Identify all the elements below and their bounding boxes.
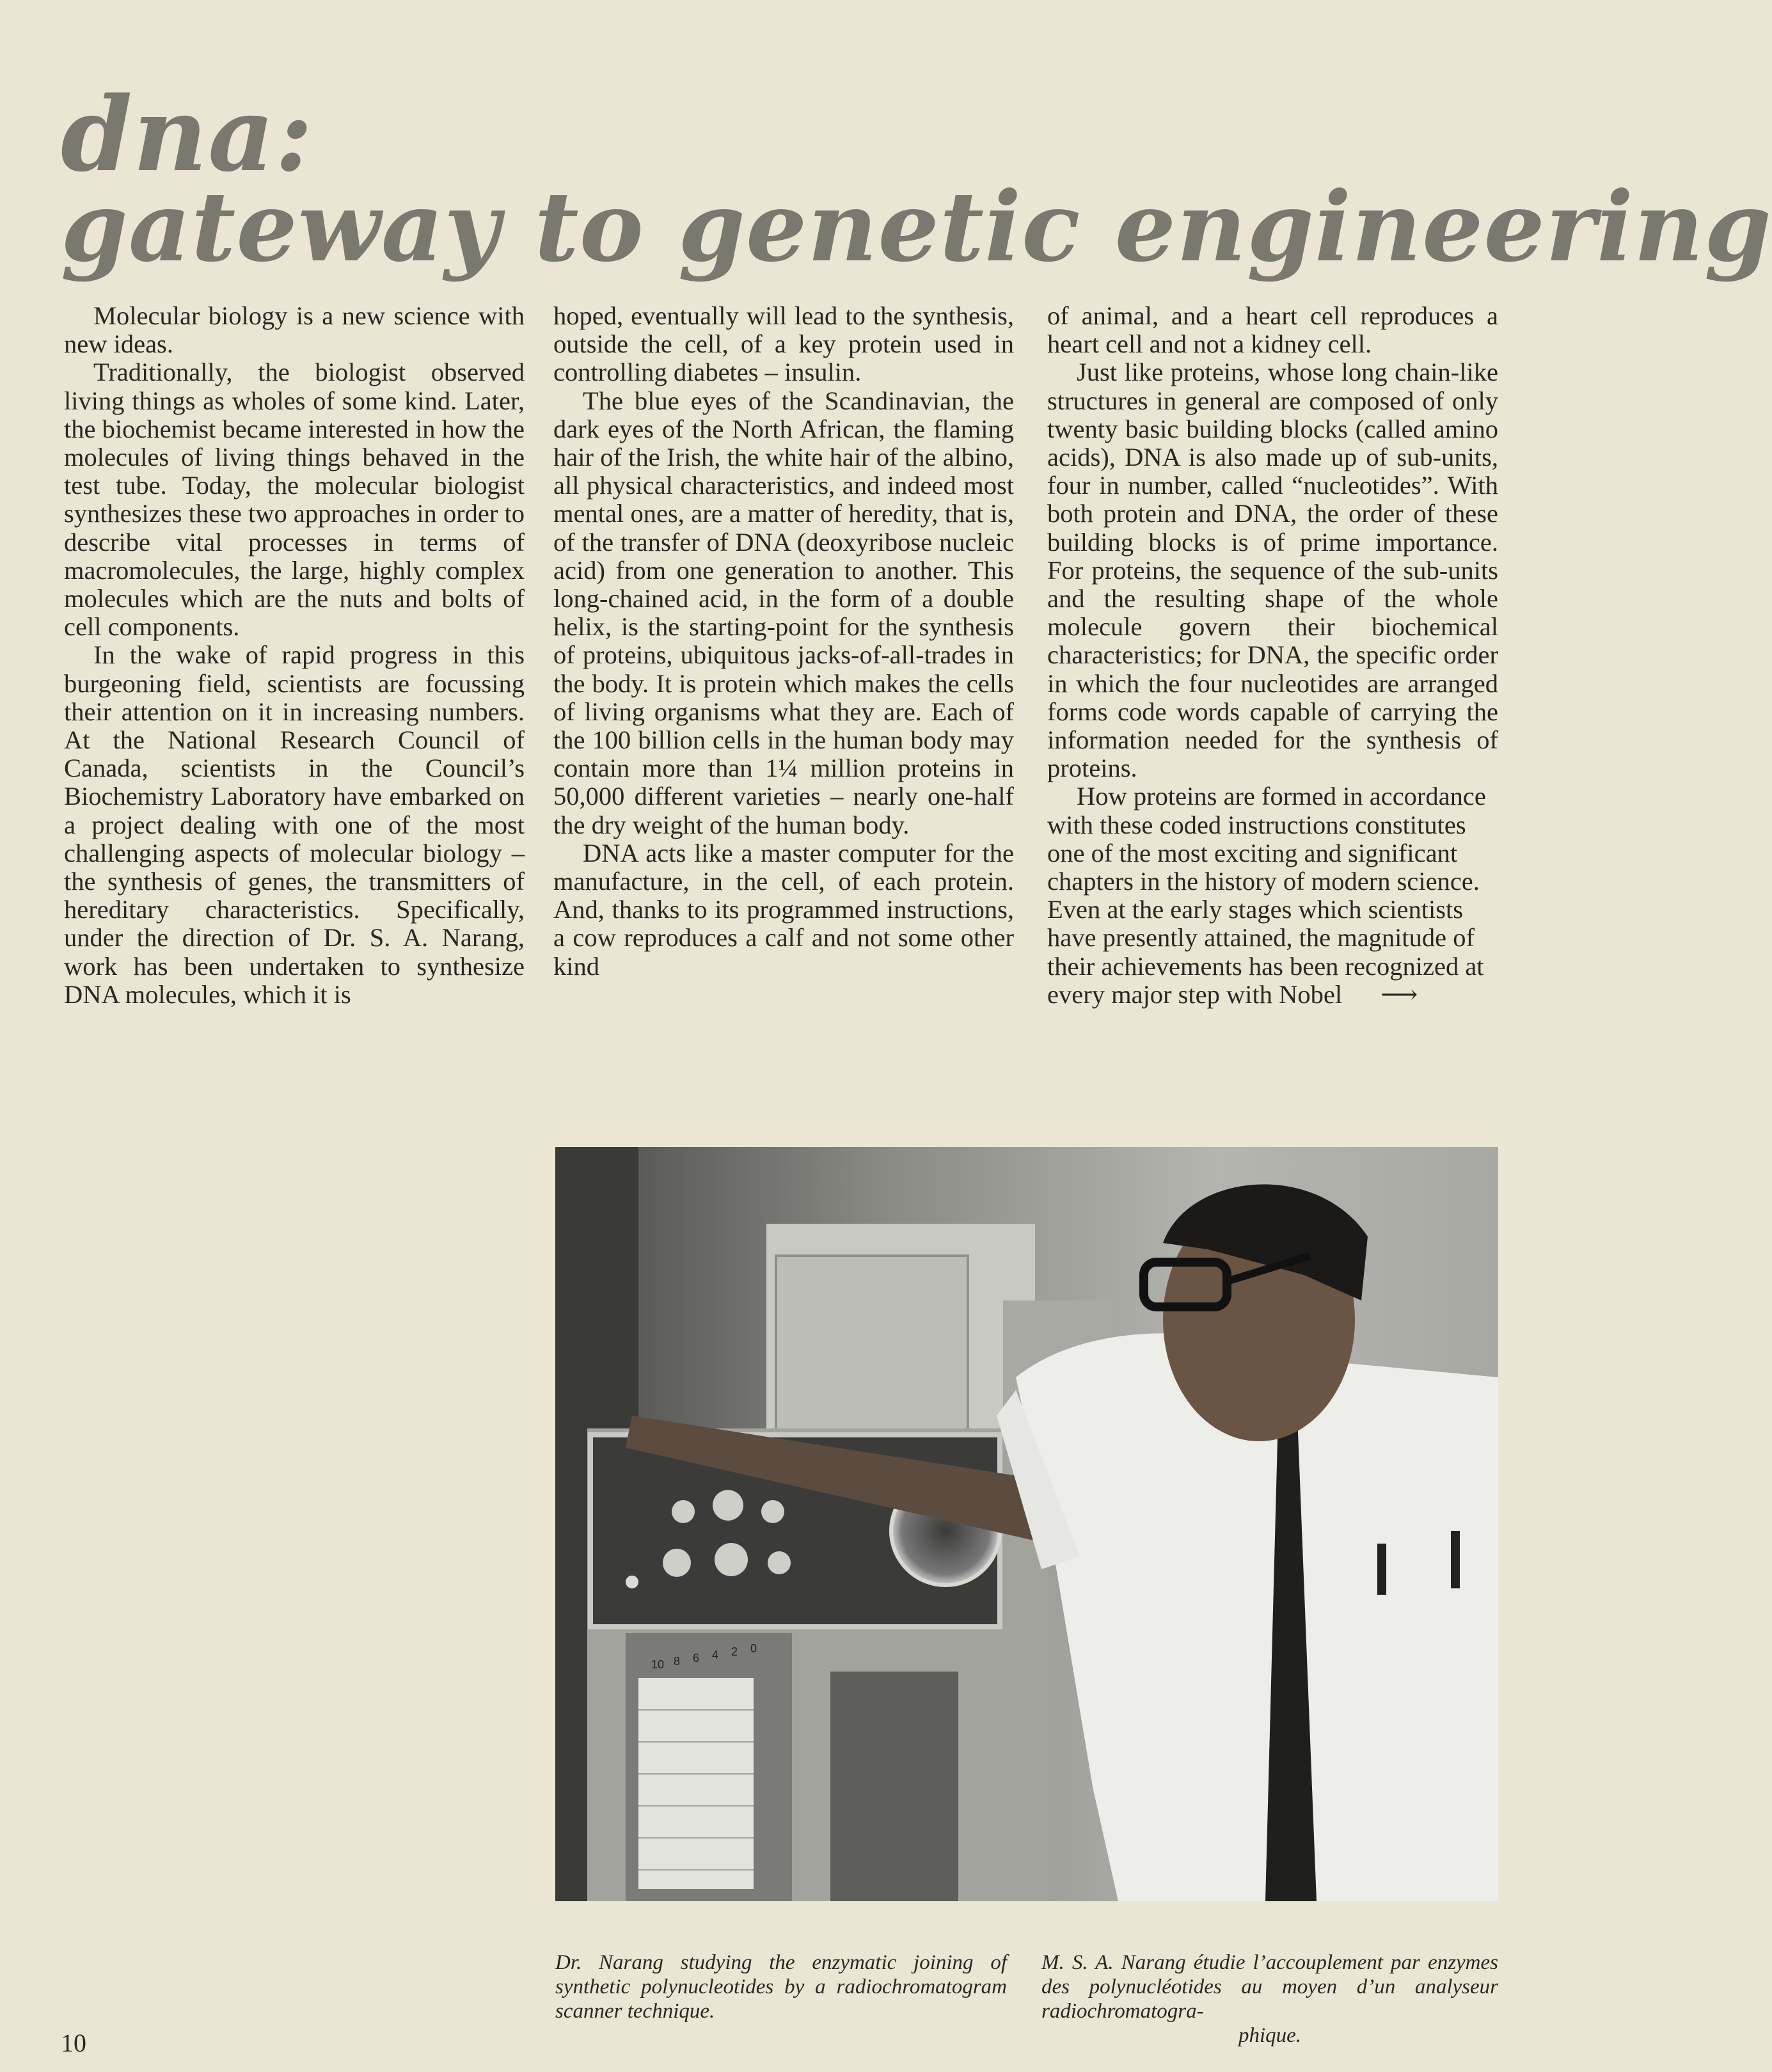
text-column-2 — [553, 302, 1014, 981]
scale-number: 6 — [693, 1652, 700, 1665]
paragraph: hoped, eventually will lead to the synthesis, outside the cell, of a key protein used in controlling diabetes – insulin. — [553, 301, 1014, 387]
caption-french-text: M. S. A. Narang étudie l’accouplement par enzymes des polynucléotides au moyen d’un analyseur radiochromatogra- — [1041, 1951, 1498, 2023]
scale-number: 0 — [750, 1642, 757, 1655]
paragraph: Just like proteins, whose long chain-like structures in general are composed of only twenty basic building blocks (called amino acids), DNA is also made up of sub-units, four in number, called “nucleotides”. With both protein and DNA, the order of these building blocks is of prime importance. For proteins, the sequence of the sub-units and the resulting shape of the whole molecule govern their biochemical characteristics; for DNA, the specific order in which the four nucleotides are arranged forms code words capable of carrying the information needed for the synthesis of proteins. — [1047, 358, 1498, 783]
paragraph: The blue eyes of the Scandinavian, the dark eyes of the North African, the flaming hair of the Irish, the white hair of the albino, all physical characteristics, and indeed most mental ones, are a matter of heredity, that is, of the transfer of DNA (deoxyribose nucleic acid) from one generation to another. This long-chained acid, in the form of a double helix, is the starting-point for the synthesis of proteins, ubiquitous jacks-of-all-trades in the body. It is protein which makes the cells of living organisms what they are. Each of the 100 billion cells in the human body may contain more than 1¼ million proteins in 50,000 different varieties – nearly one-half the dry weight of the human body. — [553, 386, 1014, 839]
photo-caption-french — [1041, 1950, 1498, 2048]
paragraph: Molecular biology is a new science with new ideas. — [64, 301, 525, 359]
paragraph-text: How proteins are formed in accordance with these coded instructions constitutes one of the most exciting and significant chapters in the history of modern science. Even at the early stages which scientists have presently attained, the magnitude of their achievements has been recognized at every major step with Nobel — [1047, 782, 1486, 1009]
article-title-line-2: gateway to genetic engineering — [61, 171, 1772, 283]
text-column-3 — [1047, 302, 1498, 1009]
scale-number: 10 — [651, 1658, 665, 1671]
scale-number: 4 — [712, 1649, 719, 1661]
continue-arrow-icon: ⟶ — [1380, 979, 1418, 1009]
caption-french-end: phique. — [1238, 2024, 1302, 2047]
scale-number: 2 — [731, 1645, 738, 1658]
paragraph: of animal, and a heart cell reproduces a heart cell and not a kidney cell. — [1047, 301, 1498, 359]
text-column-1 — [64, 302, 525, 1009]
photo-narang-scanner — [555, 1147, 1498, 1901]
paragraph: In the wake of rapid progress in this burgeoning field, scientists are focussing their attention on it in increasing numbers. At the National Research Council of Canada, scientists in the Council’s Biochemistry Laboratory have embarked on a project dealing with one of the most challenging aspects of molecular biology – the synthesis of genes, the transmitters of hereditary characteristics. Specifically, under the direction of Dr. S. A. Narang, work has been undertaken to synthesize DNA molecules, which it is — [64, 640, 525, 1009]
paragraph: DNA acts like a master computer for the manufacture, in the cell, of each protein. And, thanks to its programmed instructions, a cow reproduces a calf and not some other kind — [553, 838, 1014, 981]
photo-caption-english: Dr. Narang studying the enzymatic joining of synthetic polynucleotides by a radiochromatogram scanner technique. — [555, 1951, 1007, 2023]
page-number: 10 — [61, 2029, 86, 2057]
article-title-line-1: dna: — [61, 74, 313, 194]
paragraph-last — [1047, 782, 1498, 1009]
paragraph: Traditionally, the biologist observed living things as wholes of some kind. Later, the biochemist became interested in how the molecules of living things behaved in the test tube. Today, the molecular biologist synthesizes these two approaches in order to describe vital processes in terms of macromolecules, the large, highly complex molecules which are the nuts and bolts of cell components. — [64, 358, 525, 642]
scale-number: 8 — [674, 1655, 681, 1668]
